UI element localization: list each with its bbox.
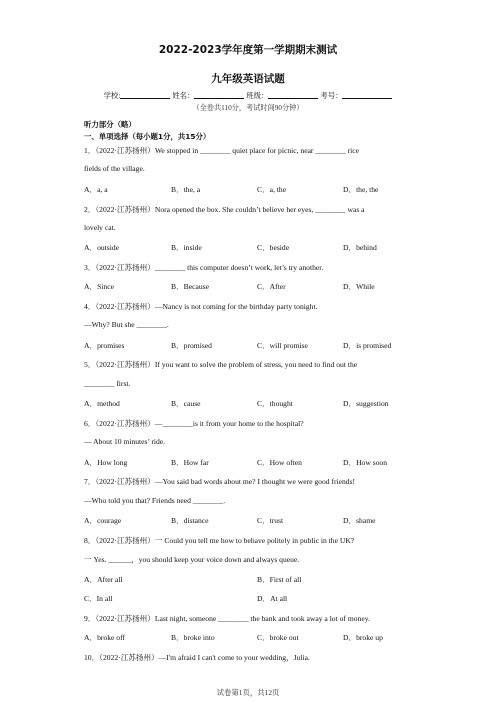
q7-option-a[interactable]: A．courage [84, 516, 122, 525]
exam-no-blank[interactable] [342, 90, 392, 99]
q8-option-c[interactable]: C．In all [84, 594, 113, 603]
q3-option-a[interactable]: A．Since [84, 282, 114, 291]
question-5-line-1: 5．（2022·江苏扬州）If you want to solve the problem of stress, you need to find out the [84, 360, 358, 369]
question-6-line-1: 6．（2022·江苏扬州）—________is it from your home to the hospital? [84, 419, 304, 428]
question-4-line-1: 4．（2022·江苏扬州）—Nancy is not coming for the birthday party tonight. [84, 302, 318, 311]
q9-option-d[interactable]: D．broke up [343, 633, 383, 642]
class-blank[interactable] [268, 90, 318, 99]
section-listening: 听力部分（略） [84, 120, 136, 129]
q1-option-a[interactable]: A．a, a [84, 185, 108, 194]
q6-option-a[interactable]: A．How long [84, 458, 128, 467]
q2-option-d[interactable]: D．behind [343, 243, 377, 252]
school-label: 学校: [103, 91, 121, 100]
q3-option-d[interactable]: D．While [343, 282, 375, 291]
q3-option-c[interactable]: C．After [257, 282, 286, 291]
q9-option-b[interactable]: B．broke into [171, 633, 215, 642]
question-1-line-2: fields of the village. [84, 164, 145, 173]
exam-title: 2022-2023学年度第一学期期末测试 [158, 44, 338, 56]
q4-option-b[interactable]: B．promised [171, 341, 212, 350]
school-blank[interactable] [120, 90, 170, 99]
q7-option-b[interactable]: B．distance [171, 516, 209, 525]
name-label: 姓名： [172, 91, 195, 100]
q6-option-c[interactable]: C．How often [257, 458, 302, 467]
question-6-line-2: — About 10 minutes’ ride. [84, 437, 166, 446]
student-info-line [0, 90, 496, 101]
q3-option-b[interactable]: B．Because [171, 282, 209, 291]
page-footer: 试卷第1页，共12页 [216, 688, 280, 697]
question-4-line-2: —Why? But she ________. [84, 320, 169, 329]
question-2-line-1: 2．（2022·江苏扬州）Nora opened the box. She couldn’t believe her eyes, ________ was a [84, 205, 365, 214]
question-10-line-1: 10．（2022·江苏扬州）—I'm afraid I can't come to your wedding，Julia. [84, 653, 310, 662]
q6-option-d[interactable]: D．How soon [343, 458, 388, 467]
q9-option-c[interactable]: C．broke out [257, 633, 299, 642]
exam-no-label: 考号： [320, 91, 343, 100]
q1-option-c[interactable]: C．a, the [257, 185, 287, 194]
question-7-line-1: 7．（2022·江苏扬州）—You said bad words about me? I thought we were good friends! [84, 477, 356, 486]
question-9-line-1: 9．（2022·江苏扬州）Last night, someone ________ the bank and took away a lot of money. [84, 614, 370, 623]
q5-option-c[interactable]: C．thought [257, 399, 293, 408]
q4-option-c[interactable]: C．will promise [257, 341, 308, 350]
q8-option-b[interactable]: B．First of all [257, 575, 302, 584]
q5-option-b[interactable]: B．cause [171, 399, 201, 408]
q2-option-c[interactable]: C．beside [257, 243, 290, 252]
q7-option-d[interactable]: D．shame [343, 516, 376, 525]
name-blank[interactable] [194, 90, 244, 99]
q7-option-c[interactable]: C．trust [257, 516, 284, 525]
q8-option-a[interactable]: A．After all [84, 575, 123, 584]
question-7-line-2: —Who told you that? Friends need ________. [84, 496, 226, 505]
exam-note: （全卷共110分，考试时间90分钟） [192, 104, 304, 112]
q2-option-b[interactable]: B．inside [171, 243, 202, 252]
question-3-line-1: 3．（2022·江苏扬州）________ this computer doesn’t work, let’s try another. [84, 263, 324, 272]
question-2-line-2: lovely cat. [84, 223, 116, 232]
question-8-line-2: 一 Yes. ______，you should keep your voice down and always queue. [84, 555, 300, 564]
q5-option-a[interactable]: A．method [84, 399, 120, 408]
section-single-choice: 一、单项选择（每小题1分，共15分） [84, 132, 211, 141]
q1-option-b[interactable]: B．the, a [171, 185, 201, 194]
q8-option-d[interactable]: D．At all [257, 594, 288, 603]
question-1-line-1: 1．（2022·江苏扬州）We stopped in ________ quiet place for picnic, near ________ rice [84, 146, 360, 155]
question-8-line-1: 8．（2022·江苏扬州）一 Could you tell me how to behave politely in public in the UK? [84, 536, 355, 545]
q4-option-d[interactable]: D．is promised [343, 341, 392, 350]
q6-option-b[interactable]: B．How far [171, 458, 209, 467]
q9-option-a[interactable]: A．broke off [84, 633, 125, 642]
q4-option-a[interactable]: A．promises [84, 341, 125, 350]
class-label: 班级： [246, 91, 269, 100]
q1-option-d[interactable]: D．the, the [343, 185, 379, 194]
q2-option-a[interactable]: A．outside [84, 243, 120, 252]
question-5-line-2: ________ first. [84, 379, 131, 388]
exam-subtitle: 九年级英语试题 [211, 73, 285, 85]
q5-option-d[interactable]: D．suggestion [343, 399, 389, 408]
